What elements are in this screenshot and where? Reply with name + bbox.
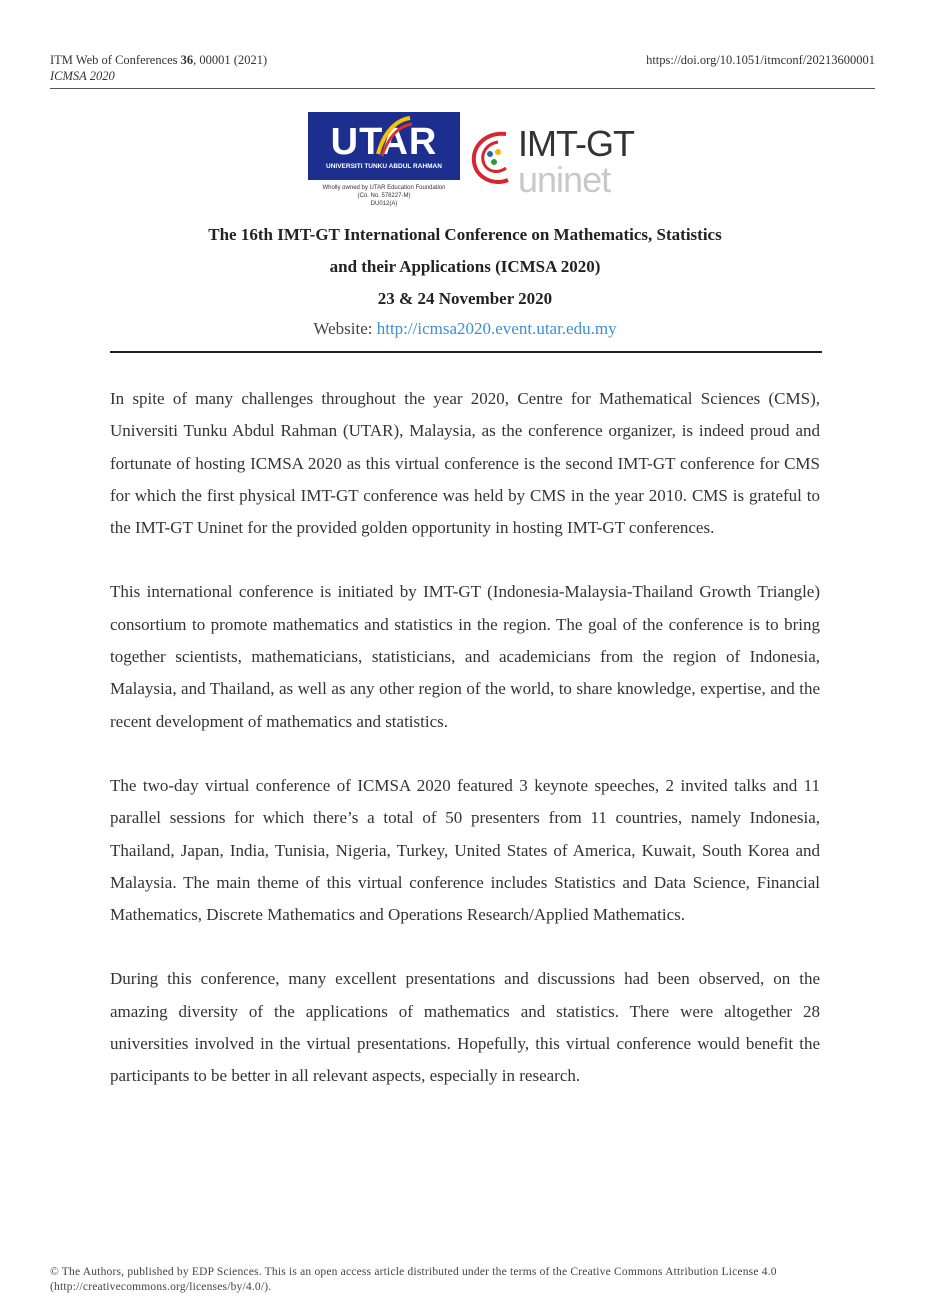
conference-website <box>110 315 820 343</box>
imt-gt-wordmark: IMT-GT <box>518 123 634 164</box>
utar-logo-text: UTAR <box>330 121 438 163</box>
website-link[interactable]: http://icmsa2020.event.utar.edu.my <box>376 319 617 338</box>
title-line: and their Applications (ICMSA 2020) <box>329 257 601 276</box>
body-paragraph: This international conference is initiated by IMT-GT (Indonesia-Malaysia-Thailand Growth Triangle) consortium to promote mathematics and statistics in the region. The goal of the conference is to bring together scientists, mathematicians, statisticians, and academicians from the region of Indonesia, Malaysia, and Thailand, as well as any other region of the world, to share knowledge, expertise, and the recent development of mathematics and statistics. <box>110 582 820 731</box>
body-paragraph: The two-day virtual conference of ICMSA 2020 featured 3 keynote speeches, 2 invited talks and 11 parallel sessions for which there’s a total of 50 presenters from 11 countries, namely Indonesia, Thailand, Japan, India, Tunisia, Nigeria, Turkey, United States of America, Kuwait, South Korea and Malaysia. The main theme of this virtual conference includes Statistics and Data Science, Financial Mathematics, Discrete Mathematics and Operations Research/Applied Mathematics. <box>110 775 820 925</box>
conference-title <box>110 219 820 315</box>
title-line: The 16th IMT-GT International Conference on Mathematics, Statistics <box>208 225 722 244</box>
license-url[interactable]: (http://creativecommons.org/licenses/by/4.0/). <box>50 1281 272 1293</box>
conference-dates: 23 & 24 November 2020 <box>377 289 553 308</box>
utar-foot-line: Wholly owned by UTAR Education Foundation <box>322 185 446 191</box>
license-footer <box>50 1265 880 1295</box>
website-label: Website: <box>313 319 377 338</box>
utar-logo <box>308 112 460 180</box>
running-header <box>50 52 875 84</box>
doi-link[interactable]: https://doi.org/10.1051/itmconf/20213600001 <box>646 53 875 67</box>
conference-series: ICMSA 2020 <box>50 69 115 83</box>
imt-gt-emblem-icon <box>468 128 516 190</box>
utar-swoosh-icon <box>374 114 414 160</box>
utar-foundation-note <box>308 184 460 208</box>
body-paragraph: In spite of many challenges throughout the year 2020, Centre for Mathematical Sciences (CMS), Universiti Tunku Abdul Rahman (UTAR), Malaysia, as the conference organizer, is indeed proud and fortunate of hosting ICMSA 2020 as this virtual conference is the second IMT-GT conference for CMS for which the first physical IMT-GT conference was held by CMS in the year 2010. CMS is grateful to the IMT-GT Uninet for the provided golden opportunity in hosting IMT-GT conferences. <box>110 389 820 538</box>
article-number: , 00001 (2021) <box>193 53 268 67</box>
license-text: © The Authors, published by EDP Sciences. This is an open access article distributed under the terms of the Creative Commons Attribution License 4.0 <box>50 1266 777 1278</box>
header-divider <box>50 88 875 89</box>
logos-banner <box>308 112 638 212</box>
utar-foot-line: DU012(A) <box>370 201 398 207</box>
utar-full-name: UNIVERSITI TUNKU ABDUL RAHMAN <box>326 163 442 170</box>
title-divider <box>110 351 822 353</box>
volume-number: 36 <box>180 53 194 67</box>
uninet-wordmark: uninet <box>518 159 611 200</box>
body-paragraph: During this conference, many excellent presentations and discussions had been observed, on the amazing diversity of the applications of mathematics and statistics. There were altogether 28 universities involved in the virtual presentations. Hopefully, this virtual conference would benefit the participants to be better in all relevant aspects, especially in research. <box>110 969 820 1086</box>
journal-name: ITM Web of Conferences <box>50 53 181 67</box>
utar-foot-line: (Co. No. 578227-M) <box>357 193 411 199</box>
journal-citation <box>50 52 267 84</box>
preface-body <box>110 383 820 1125</box>
